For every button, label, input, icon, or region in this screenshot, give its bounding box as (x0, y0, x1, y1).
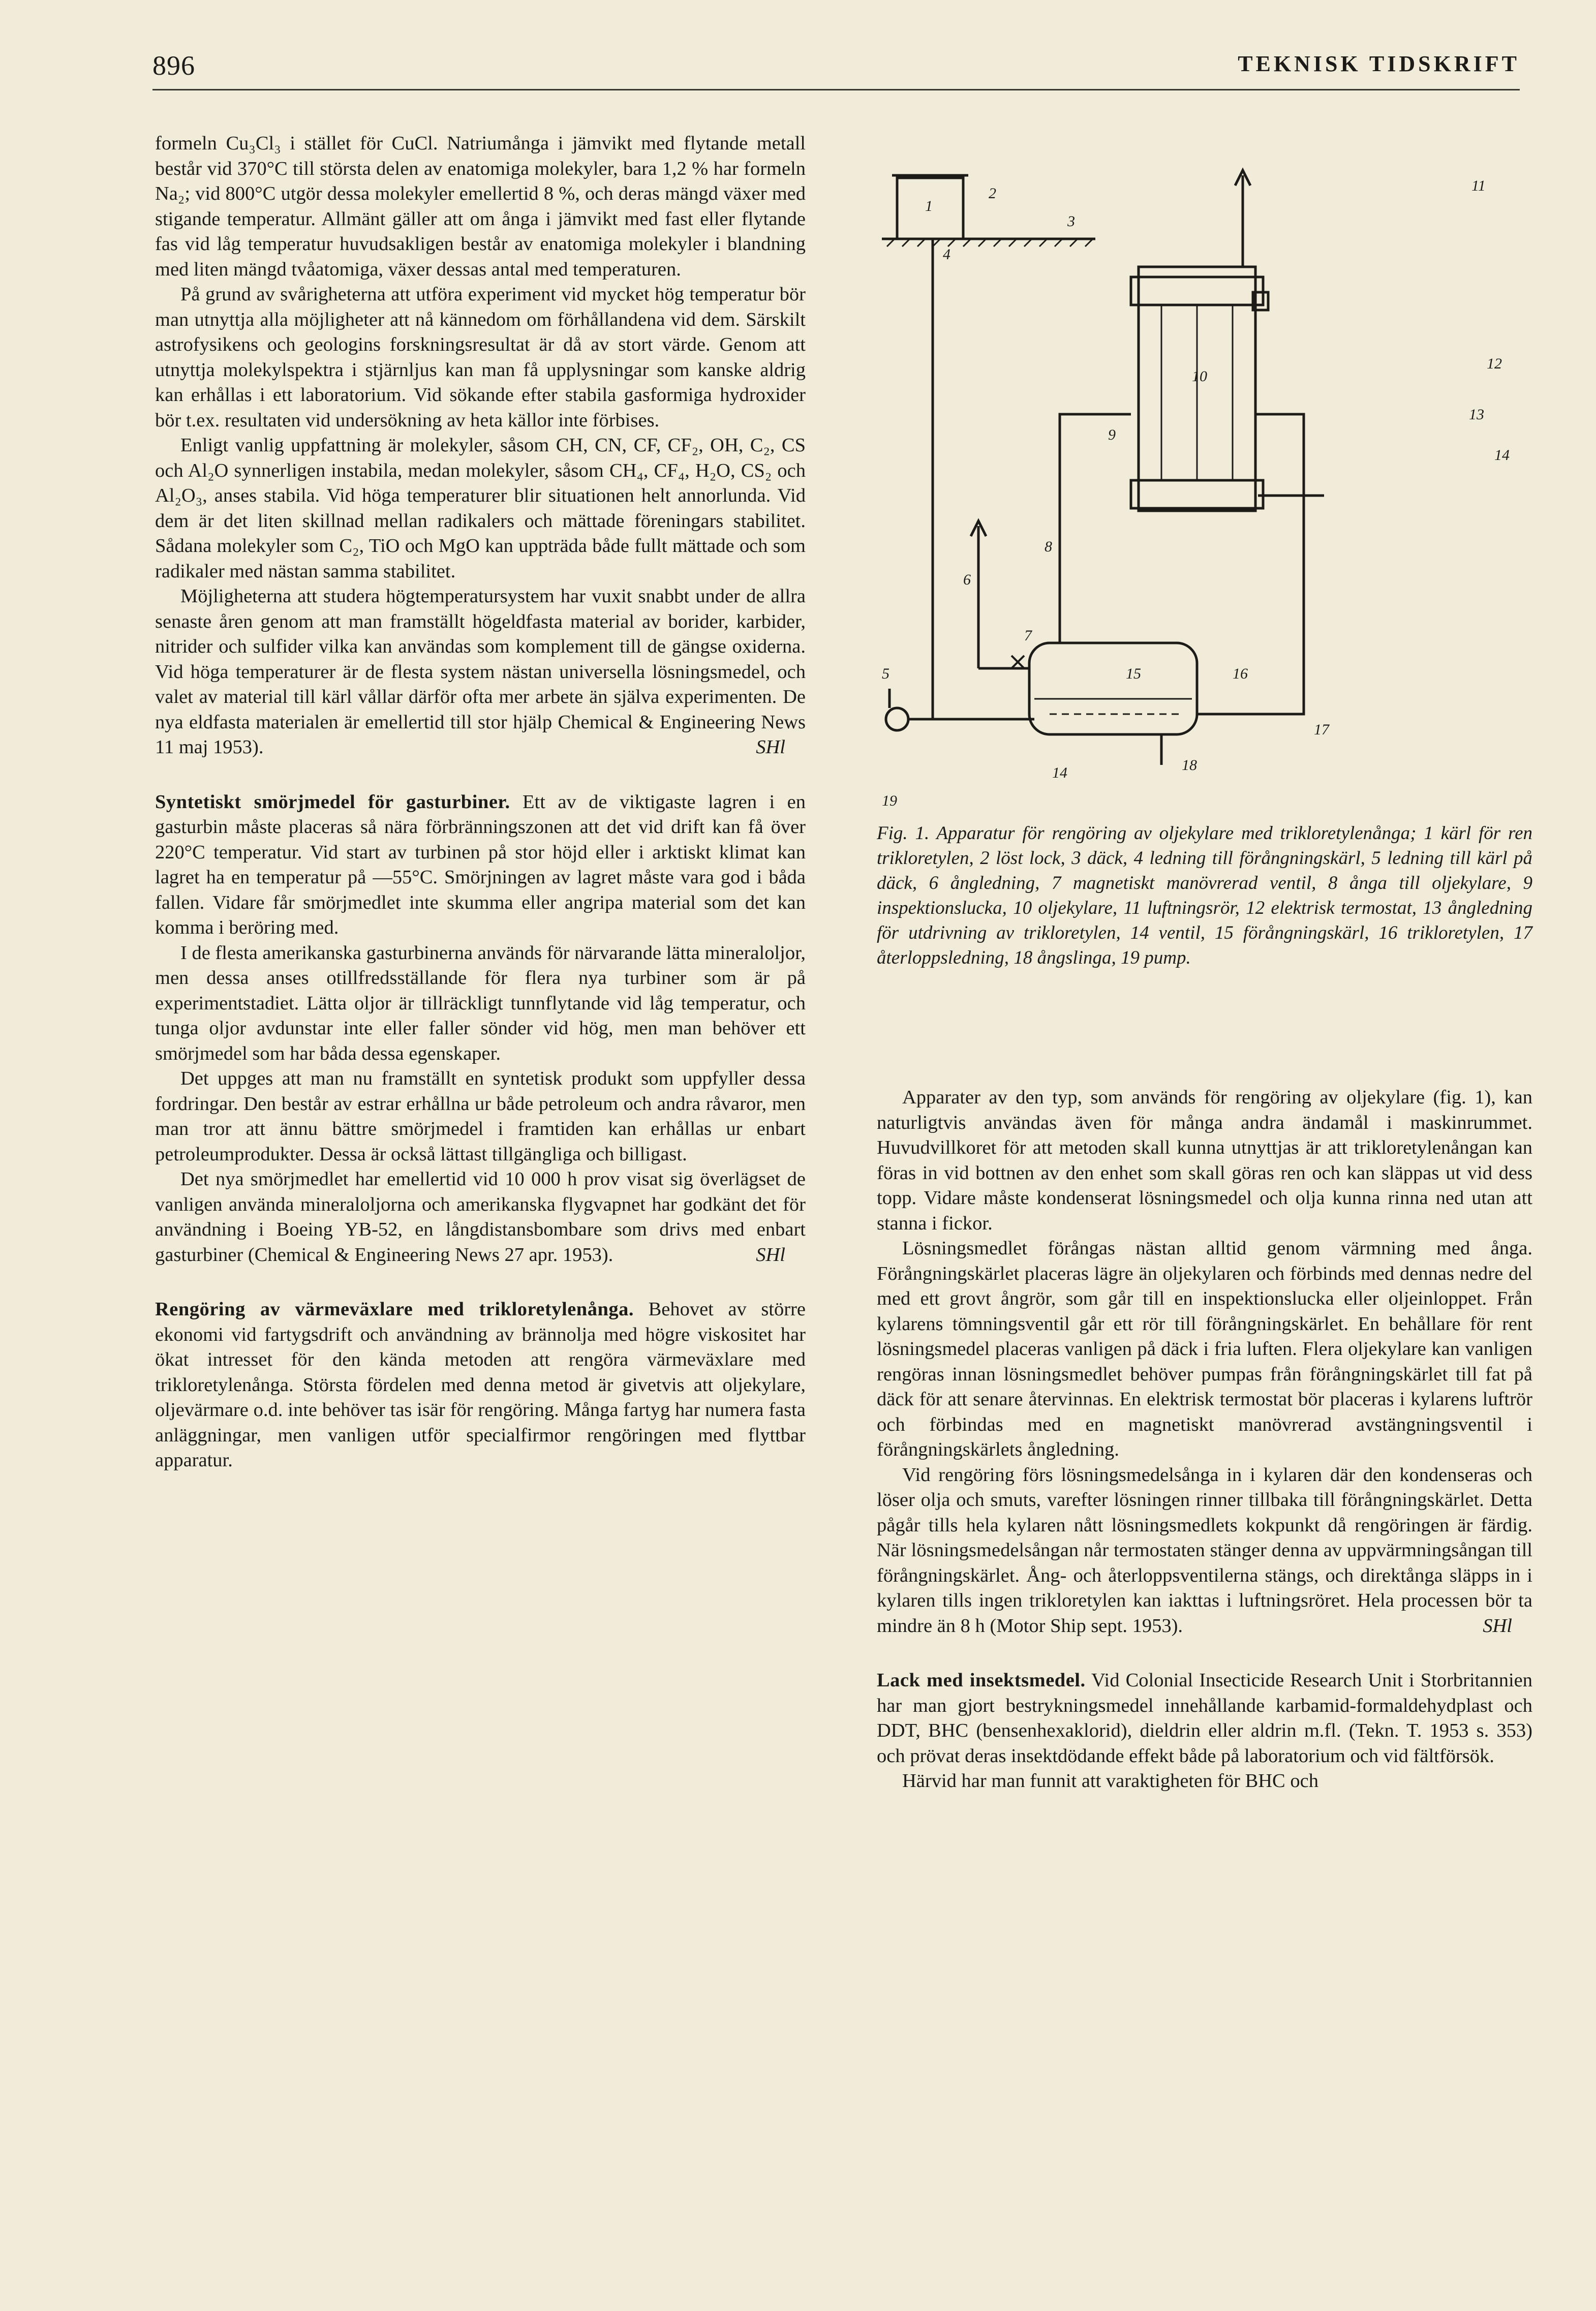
article-heading: Lack med insektsmedel. (877, 1670, 1086, 1691)
paragraph: Härvid har man funnit att varaktigheten för BHC och (902, 1770, 1318, 1792)
paragraph-text: Vid Colonial Insecticide Research Unit i Storbritannien har man gjort bestrykningsmedel innehållande karbamid-formaldehydplast och DDT, BHC (bensenhexaklorid), dieldrin eller aldrin m.fl. (Tekn. T. 1953 s. 353) och prövat deras insektdödande effekt både på laboratorium och vid fältförsök. (877, 1670, 1532, 1767)
apparatus-diagram (877, 130, 1532, 816)
right-column (877, 1085, 1532, 1794)
paragraph (877, 1463, 1532, 1639)
figure-label: 16 (1233, 665, 1248, 682)
paragraph: Apparater av den typ, som används för rengöring av oljekylare (fig. 1), kan naturligtvis användas även för många andra ändamål i maskinrummet. Huvudvillkoret för att metoden skall kunna utnyttjas är att trikloretylenångan kan föras in vid bottnen av den enhet som skall göras ren och kan släppas ut vid dess topp. Vidare måste kondenserat lösningsmedel och olja kunna rinna ned utan att stanna i fickor. (877, 1087, 1532, 1234)
author-signature: SHl (756, 1244, 785, 1266)
pump (886, 708, 908, 730)
article-heading: Syntetiskt smörjmedel för gasturbiner. (155, 791, 510, 813)
header-rule (152, 89, 1520, 90)
lower-header (1131, 480, 1263, 508)
paragraph: Lösningsmedlet förångas nästan alltid genom värmning med ånga. Förångningskärlet placeras lägre än oljekylaren och förbinds med dennas nedre del med ett grovt ångrör, som går till en inspektionslucka eller oljeinloppet. Från kylarens tömningsventil går ett rör till förångningskärlet. En behållare för rent lösningsmedel placeras vanligen på däck i fria luften. Flera oljekylare kan vanligen rengöras innan lösningsmedlet behöver pumpas från förångningskärlet till fat på däck för att senare återvinnas. En elektrisk termostat bör placeras i kylarens luftrör och förbindas med en magnetiskt manövrerad avstängningsventil i förångningskärlets ångledning. (877, 1238, 1532, 1460)
apparatus-figure (877, 130, 1532, 816)
paragraph-text: Det nya smörjmedlet har emellertid vid 10 000 h prov visat sig överlägset de vanligen använda mineraloljorna och amerikanska flygvapnet har godkänt det för användning i Boeing YB-52, en långdistansbombare som drivs med enbart gasturbiner (Chemical & Engineering News 27 apr. 1953). (155, 1168, 806, 1266)
left-column (155, 131, 806, 1473)
line-to-evaporator (933, 239, 1034, 719)
paragraph (155, 584, 806, 760)
figure-label: 14 (1494, 447, 1510, 464)
magnetic-valve (1011, 656, 1024, 668)
author-signature: SHl (756, 736, 785, 758)
paragraph: Det uppges att man nu framställt en syntetisk produkt som uppfyller dessa fordringar. Den består av estrar erhållna ur både petroleum och andra råvaror, men man tror att ännu bättre smörjmedel i framtiden kan erhållas ur enbart petroleumprodukter. Dessa är också lättast tillgängliga och billigast. (155, 1068, 806, 1165)
figure-label: 7 (1024, 627, 1032, 644)
return-line (1197, 414, 1304, 714)
figure-label: 9 (1108, 426, 1116, 443)
upper-header (1131, 277, 1263, 305)
figure-label: 4 (943, 246, 950, 263)
article-heading: Rengöring av värmeväxlare med trikloretylenånga. (155, 1299, 634, 1320)
figure-label: 12 (1487, 355, 1502, 372)
figure-label: 19 (882, 792, 897, 809)
paragraph-text: Möjligheterna att studera högtemperatursystem har vuxit snabbt under de allra senaste åren genom att man framställt högeldfasta material av borider, karbider, nitrider och sulfider vilka kan användas som komplement till de gängse oxiderna. Vid höga temperaturer är de flesta system nästan universella lösningsmedel, och valet av material till kärl vållar därför ofta mer arbete än själva experimenten. De nya eldfasta materialen är emellertid till stor hjälp Chemical & Engineering News 11 maj 1953). (155, 586, 806, 758)
steam-line (978, 526, 1029, 668)
figure-caption: Fig. 1. Apparatur för rengöring av oljekylare med trikloretylenånga; 1 kärl för ren trikloretylen, 2 löst lock, 3 däck, 4 ledning till förångningskärl, 5 ledning till kärl på däck, 6 ångledning, 7 magnetiskt manövrerad ventil, 8 ånga till oljekylare, 9 inspektionslucka, 10 oljekylare, 11 luftningsrör, 12 elektrisk termostat, 13 ångledning för utdrivning av trikloretylen, 14 ventil, 15 förångningskärl, 16 trikloretylen, 17 återloppsledning, 18 ångslinga, 19 pump. (877, 823, 1532, 968)
paragraph: I de flesta amerikanska gasturbinerna används för närvarande lätta mineraloljor, men dessa anses otillfredsställande för flera nya turbiner som är på experimentstadiet. Lätta oljor är tillräckligt tunnflytande vid låg temperatur, och tunga oljor avdunstar inte eller faller sönder vid hög, men man behöver ett smörjmedel som har båda dessa egenskaper. (155, 942, 806, 1064)
figure-label: 10 (1192, 368, 1207, 385)
figure-label: 11 (1471, 177, 1486, 194)
figure-label: 1 (925, 198, 933, 214)
figure-label: 8 (1045, 538, 1052, 555)
figure-label: 15 (1126, 665, 1141, 682)
author-signature: SHl (1483, 1615, 1512, 1637)
figure-label: 13 (1469, 406, 1484, 423)
evaporator-vessel (1029, 643, 1197, 734)
figure-label: 6 (963, 571, 971, 588)
paragraph-text: Behovet av större ekonomi vid fartygsdrift och användning av brännolja med högre viskositet har ökat intresset för den kända metoden att rengöra värmeväxlare med trikloretylenånga. Största fördelen med denna metod är givetvis att oljekylare, oljevärmare o.d. inte behöver tas isär för rengöring. Många fartyg har numera fasta anläggningar, men vanligen utför specialfirmor rengöringen med flyttbar apparatur. (155, 1299, 806, 1471)
figure-label: 17 (1314, 721, 1329, 738)
paragraph: Enligt vanlig uppfattning är molekyler, såsom CH, CN, CF, CF₂, OH, C₂, CS och Al₂O synnerligen instabila, medan molekyler, såsom CH₄, CF₄, H₂O, CS₂ och Al₂O₃, anses stabila. Vid höga temperaturer blir situationen helt annorlunda. Vid dem är det liten skillnad mellan radikalers och mättade föreningars stabilitet. Sådana molekyler som C₂, TiO och MgO kan uppträda både fullt mättade och som radikaler med nästan samma stabilitet. (155, 435, 806, 582)
paragraph: formeln Cu₃Cl₃ i stället för CuCl. Natriumånga i jämvikt med flytande metall består vid 370°C till största delen av enatomiga molekyler, bara 1,2 % har formeln Na₂; vid 800°C utgör dessa molekyler emellertid 8 %, och deras mängd växer med stigande temperatur. Allmänt gäller att om ånga i jämvikt med fast eller flytande fas vid låg temperatur huvudsakligen består av enatomiga molekyler i blandning med liten mängd tvåatomiga, växer dessas antal med temperaturen. (155, 133, 806, 280)
paragraph-text: Ett av de viktigaste lagren i en gasturbin måste placeras så nära förbränningszonen att det vid drift kan få över 220°C temperatur. Vid start av turbinen på stor höjd eller i arktiskt klimat kan lagret ha en temperatur på —55°C. Smörjningen av lagret måste vara god i båda fallen. Vidare får smörjmedlet inte skumma eller angripa material som det kan komma i beröring med. (155, 791, 806, 938)
paragraph: På grund av svårigheterna att utföra experiment vid mycket hög temperatur bör man utnyttja alla möjligheter att nå kännedom om förhållandena vid dem. Särskilt astrofysikens och geologins forskningsresultat är då av stort värde. Genom att utnyttja molekylspektra i stjärnljus kan man få upplysningar som kanske aldrig kan erhållas i ett laboratorium. Vid sökande efter stabila gasformiga hydroxider bör t.ex. resultaten vid undersökning av heta källor inte förbises. (155, 284, 806, 431)
figure-label: 3 (1067, 213, 1075, 230)
page-number: 896 (152, 50, 195, 81)
figure-label: 14 (1052, 764, 1067, 781)
journal-title: TEKNISK TIDSKRIFT (1238, 51, 1520, 76)
paragraph-text: Vid rengöring förs lösningsmedelsånga in i kylaren där den kondenseras och löser olja och smuts, varefter lösningen rinner tillbaka till förångningskärlet. Detta pågår tills hela kylaren nått lösningsmedlets kokpunkt då rengöringen är färdig. När lösningsmedelsångan når termostaten stänger denna av uppvärmningsångan till förångningskärlet. Ång- och återloppsventilerna stängs, och direktånga släpps in i kylaren tills ingen trikloretylen kan iakttas i luftningsröret. Hela processen bör ta mindre än 8 h (Motor Ship sept. 1953). (877, 1464, 1532, 1637)
paragraph (155, 1167, 806, 1268)
figure-label: 5 (882, 665, 889, 682)
steam-to-cooler (1060, 414, 1131, 643)
figure-label: 2 (989, 185, 996, 202)
figure-label: 18 (1182, 757, 1197, 774)
